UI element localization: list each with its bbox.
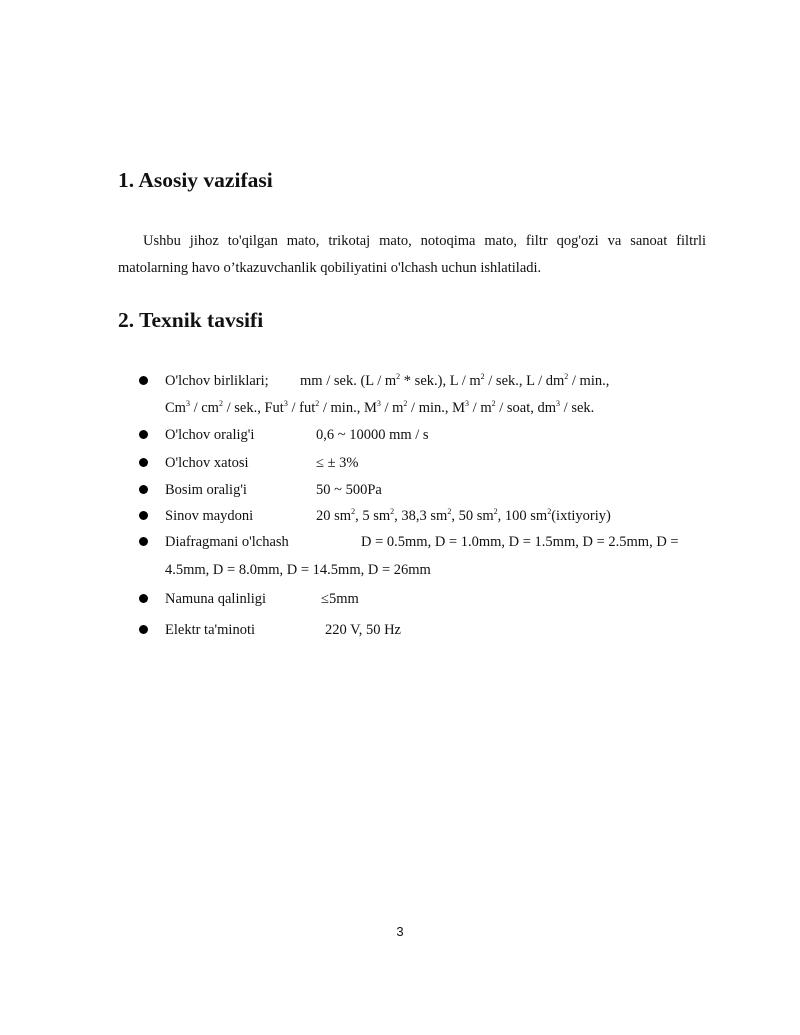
section-2-heading: 2. Texnik tavsifi xyxy=(118,308,264,332)
spec-value-power: 220 V, 50 Hz xyxy=(325,622,401,638)
bullet-icon xyxy=(139,458,151,470)
spec-value-error: ≤ ± 3% xyxy=(316,455,359,471)
section-1-heading: 1. Asosiy vazifasi xyxy=(118,168,273,192)
spec-value-units-line1: mm / sek. $(L / m^2 * sek.)$, L / $m^2$ / sek., L / $dm^2$ / min., xyxy=(300,372,610,389)
bullet-icon xyxy=(139,537,151,549)
spec-label-area: Sinov maydoni xyxy=(165,508,254,524)
spec-label-pressure: Bosim oralig'i xyxy=(165,482,247,498)
spec-value-range: 0,6 ~ 10000 mm / s xyxy=(316,427,429,443)
bullet-icon xyxy=(139,594,151,606)
bullet-icon xyxy=(139,625,151,637)
spec-label-power: Elektr ta'minoti xyxy=(165,622,255,638)
spec-label-range: O'lchov oralig'i xyxy=(165,427,255,443)
spec-label-diaphragm: Diafragmani o'lchash xyxy=(165,534,289,550)
spec-value-pressure: 50 ~ 500Pa xyxy=(316,482,382,498)
spec-label-thickness: Namuna qalinligi xyxy=(165,591,267,607)
spec-value-diaphragm-line1: D = 0.5mm, D = 1.0mm, D = 1.5mm, D = 2.5mm, D = xyxy=(361,534,679,550)
spec-value-diaphragm-line2: 4.5mm, D = 8.0mm, D = 14.5mm, D = 26mm xyxy=(165,562,431,578)
spec-value-units-line2: $Cm^3 / cm^2$ / sek., Fut$^3$ / fut$^2$ / min., $M^3 / m^2$ / min., $M^3 / m^2$ / soat, $dm^3$ / sek. xyxy=(165,399,595,416)
spec-label-error: O'lchov xatosi xyxy=(165,455,249,471)
bullet-icon xyxy=(139,485,151,497)
bullet-icon xyxy=(139,511,151,523)
section-1-paragraph: Ushbu jihoz to'qilgan mato, trikotaj mato, notoqima mato, filtr qog'ozi va sanoat filtrli matolarning havo o’tkazuvchanlik qobiliyatini o'lchash uchun ishlatiladi. xyxy=(118,233,706,276)
spec-label-units: O'lchov birliklari; xyxy=(165,373,269,389)
spec-value-area: 20 $sm^2$, 5 $sm^2$, 38,3 $sm^2$, 50 $sm^2$, 100 $sm^2(ixtiyoriy)$ xyxy=(316,507,611,524)
page-number: 3 xyxy=(396,924,404,939)
bullet-icon xyxy=(139,430,151,442)
bullet-icon xyxy=(139,376,151,388)
spec-value-thickness: ≤5mm xyxy=(321,591,359,607)
